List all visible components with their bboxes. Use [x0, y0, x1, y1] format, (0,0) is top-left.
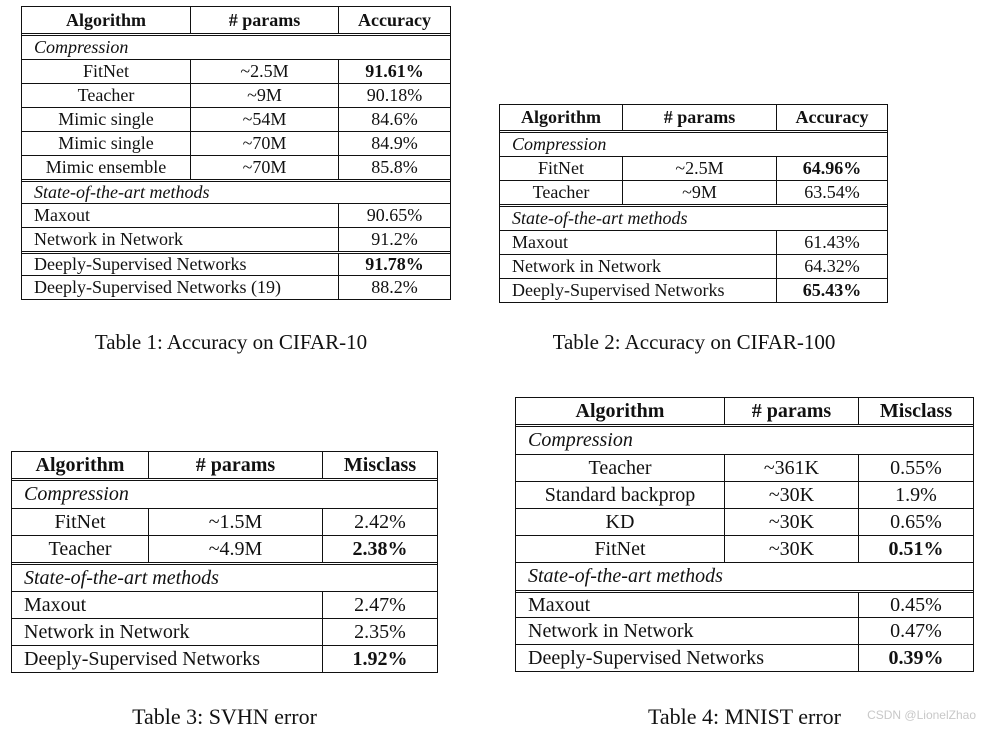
algorithm-cell: Network in Network	[512, 256, 661, 276]
value-cell: 0.65%	[858, 509, 973, 535]
algorithm-cell: Network in Network	[528, 619, 694, 642]
header-algorithm: Algorithm	[66, 9, 146, 30]
algorithm-cell: FitNet	[594, 537, 646, 560]
table-row	[22, 203, 450, 227]
section-label: State-of-the-art methods	[34, 182, 210, 202]
table-row	[22, 59, 450, 83]
value-cell: 2.42%	[322, 509, 437, 535]
section-row-compression	[12, 478, 437, 508]
value-cell: 84.6%	[338, 108, 450, 131]
value-cell: 90.65%	[338, 204, 450, 227]
table-row	[500, 156, 887, 180]
header-accuracy: Accuracy	[776, 105, 887, 130]
algorithm-cell: Deeply-Supervised Networks	[34, 254, 247, 274]
table-1-caption: Table 1: Accuracy on CIFAR-10	[94, 330, 368, 354]
algorithm-cell: Maxout	[34, 205, 90, 225]
algorithm-cell: Deeply-Supervised Networks	[24, 647, 261, 670]
table-header-row	[12, 452, 437, 478]
section-row-sota	[500, 204, 887, 230]
table-row	[500, 254, 887, 278]
table-row	[516, 590, 973, 617]
algorithm-cell: Deeply-Supervised Networks (19)	[34, 277, 281, 297]
value-cell: 65.43%	[776, 279, 887, 302]
section-row-sota	[22, 179, 450, 203]
table-row	[22, 227, 450, 251]
value-cell: 61.43%	[776, 231, 887, 254]
params-cell: ~30K	[724, 482, 858, 508]
value-cell: 84.9%	[338, 132, 450, 155]
header-params: # params	[724, 398, 858, 424]
params-cell: ~54M	[190, 108, 338, 131]
section-label: Compression	[512, 134, 607, 154]
value-cell: 85.8%	[338, 156, 450, 179]
value-cell: 91.78%	[338, 254, 450, 275]
value-cell: 91.2%	[338, 228, 450, 251]
section-label: State-of-the-art methods	[24, 566, 219, 589]
algorithm-cell: Mimic single	[58, 109, 154, 129]
table-row	[12, 508, 437, 535]
section-label: Compression	[528, 429, 633, 451]
table-row	[500, 230, 887, 254]
table-2-caption: Table 2: Accuracy on CIFAR-100	[552, 330, 836, 354]
value-cell: 64.96%	[776, 157, 887, 180]
value-cell: 90.18%	[338, 84, 450, 107]
header-misclass: Misclass	[322, 452, 437, 478]
section-label: Compression	[24, 483, 129, 505]
value-cell: 2.35%	[322, 619, 437, 645]
algorithm-cell: FitNet	[537, 158, 584, 178]
params-cell: ~1.5M	[148, 509, 322, 535]
header-algorithm: Algorithm	[575, 399, 665, 422]
algorithm-cell: Deeply-Supervised Networks	[528, 646, 765, 669]
table-3-caption: Table 3: SVHN error	[132, 704, 317, 729]
table-row	[12, 618, 437, 645]
table-row	[516, 617, 973, 644]
table-row	[500, 180, 887, 204]
header-params: # params	[190, 7, 338, 33]
table-row	[22, 131, 450, 155]
table-row	[12, 645, 437, 672]
algorithm-cell: Teacher	[532, 182, 590, 202]
table-header-row	[22, 7, 450, 33]
value-cell: 91.61%	[338, 60, 450, 83]
header-algorithm: Algorithm	[521, 107, 601, 127]
value-cell: 0.39%	[858, 645, 973, 671]
params-cell: ~361K	[724, 455, 858, 481]
params-cell: ~30K	[724, 536, 858, 562]
table-header-row	[516, 398, 973, 424]
table-3	[11, 451, 438, 673]
algorithm-cell: Mimic single	[58, 133, 154, 153]
section-row-compression	[500, 130, 887, 156]
params-cell: ~9M	[622, 181, 776, 204]
table-row	[516, 535, 973, 562]
section-row-sota	[12, 562, 437, 591]
table-row	[12, 535, 437, 562]
value-cell: 1.92%	[322, 646, 437, 672]
value-cell: 0.47%	[858, 618, 973, 644]
algorithm-cell: Teacher	[48, 537, 112, 560]
table-row	[22, 83, 450, 107]
value-cell: 2.47%	[322, 592, 437, 618]
params-cell: ~30K	[724, 509, 858, 535]
algorithm-cell: Deeply-Supervised Networks	[512, 280, 725, 300]
table-4	[515, 397, 974, 672]
algorithm-cell: Teacher	[588, 456, 652, 479]
table-row	[516, 508, 973, 535]
section-row-compression	[22, 33, 450, 59]
value-cell: 0.45%	[858, 593, 973, 617]
table-row	[22, 107, 450, 131]
section-label: Compression	[34, 37, 129, 57]
value-cell: 1.9%	[858, 482, 973, 508]
header-accuracy: Accuracy	[338, 7, 450, 33]
algorithm-cell: KD	[605, 510, 635, 533]
algorithm-cell: Maxout	[24, 593, 87, 616]
table-row	[12, 591, 437, 618]
params-cell: ~4.9M	[148, 536, 322, 562]
table-row	[22, 251, 450, 275]
value-cell: 64.32%	[776, 255, 887, 278]
table-row	[22, 275, 450, 299]
table-row	[516, 481, 973, 508]
algorithm-cell: Standard backprop	[544, 483, 696, 506]
params-cell: ~70M	[190, 156, 338, 179]
params-cell: ~2.5M	[622, 157, 776, 180]
header-params: # params	[622, 105, 776, 130]
value-cell: 88.2%	[338, 276, 450, 299]
value-cell: 0.55%	[858, 455, 973, 481]
header-params: # params	[148, 452, 322, 478]
section-label: State-of-the-art methods	[528, 565, 723, 587]
table-header-row	[500, 105, 887, 130]
value-cell: 63.54%	[776, 181, 887, 204]
algorithm-cell: Maxout	[512, 232, 568, 252]
header-algorithm: Algorithm	[35, 453, 125, 476]
watermark: CSDN @LionelZhao	[867, 708, 976, 722]
algorithm-cell: Teacher	[77, 85, 135, 105]
section-row-sota	[516, 562, 973, 590]
table-row	[516, 644, 973, 671]
algorithm-cell: Mimic ensemble	[45, 157, 167, 177]
value-cell: 0.51%	[858, 536, 973, 562]
section-label: State-of-the-art methods	[512, 208, 688, 228]
table-4-caption: Table 4: MNIST error	[648, 704, 841, 729]
table-2	[499, 104, 888, 303]
params-cell: ~2.5M	[190, 60, 338, 83]
algorithm-cell: Network in Network	[34, 229, 183, 249]
table-1	[21, 6, 451, 300]
table-row	[22, 155, 450, 179]
algorithm-cell: FitNet	[54, 510, 106, 533]
algorithm-cell: Maxout	[528, 593, 591, 616]
algorithm-cell: Network in Network	[24, 620, 190, 643]
value-cell: 2.38%	[322, 536, 437, 562]
params-cell: ~9M	[190, 84, 338, 107]
params-cell: ~70M	[190, 132, 338, 155]
table-row	[516, 454, 973, 481]
algorithm-cell: FitNet	[82, 61, 129, 81]
section-row-compression	[516, 424, 973, 454]
header-misclass: Misclass	[858, 398, 973, 424]
table-row	[500, 278, 887, 302]
